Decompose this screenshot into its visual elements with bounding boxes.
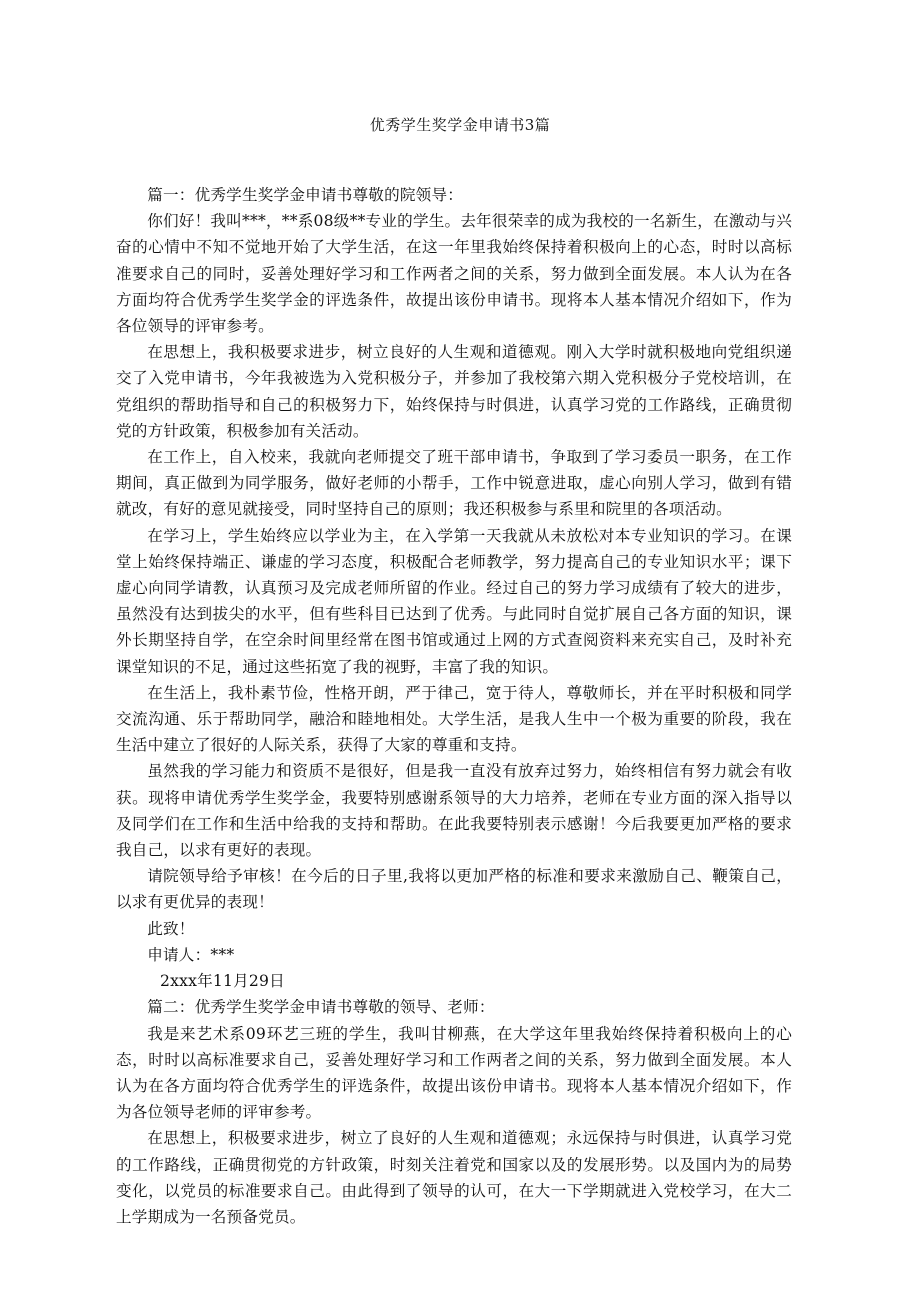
document-title: 优秀学生奖学金申请书3篇 bbox=[369, 116, 551, 134]
application-date: 2xxx年11月29日 bbox=[160, 972, 285, 991]
paragraph-thought-2: 在思想上，积极要求进步，树立了良好的人生观和道德观；永远保持与时俱进，认真学习党的工作路线，正确贯彻党的方针政策，时刻关注着党和国家以及的发展形势。以及国内为的局势变化，以党员的标准要求自己。由此得到了领导的认可，在大一下学期就进入党校学习，在大二上学期成为一名预备党员。 bbox=[116, 1129, 792, 1226]
document-body bbox=[116, 182, 792, 1230]
paragraph-thought: 在思想上，我积极要求进步，树立良好的人生观和道德观。刚入大学时就积极地向党组织递交了入党申请书，今年我被选为入党积极分子，并参加了我校第六期入党积极分子党校培训，在党组织的帮助指导和自己的积极努力下，始终保持与时俱进，认真学习党的工作路线，正确贯彻党的方针政策，积极参加有关活动。 bbox=[116, 343, 792, 440]
paragraph-study: 在学习上，学生始终应以学业为主，在入学第一天我就从未放松对本专业知识的学习。在课堂上始终保持端正、谦虚的学习态度，积极配合老师教学，努力提高自己的专业知识水平；课下虚心向同学请教，认真预习及完成老师所留的作业。经过自己的努力学习成绩有了较大的进步，虽然没有达到拔尖的水平，但有些科目已达到了优秀。与此同时自觉扩展自己各方面的知识，课外长期坚持自学，在空余时间里经常在图书馆或通过上网的方式查阅资料来充实自己，及时补充课堂知识的不足，通过这些拓宽了我的视野，丰富了我的知识。 bbox=[116, 526, 792, 676]
closing-salute: 此致！ bbox=[147, 919, 195, 938]
section-heading-2: 篇二：优秀学生奖学金申请书尊敬的领导、老师： bbox=[147, 998, 495, 1017]
applicant-signature: 申请人：*** bbox=[147, 945, 235, 964]
paragraph-work: 在工作上，自入校来，我就向老师提交了班干部申请书，争取到了学习委员一职务，在工作期间，真正做到为同学服务，做好老师的小帮手，工作中锐意进取，虚心向别人学习，做到有错就改，有好的意见就接受，同时坚持自己的原则；我还积极参与系里和院里的各项活动。 bbox=[116, 448, 792, 519]
paragraph-life: 在生活上，我朴素节俭，性格开朗，严于律己，宽于待人，尊敬师长，并在平时积极和同学交流沟通、乐于帮助同学，融洽和睦地相处。大学生活，是我人生中一个极为重要的阶段，我在生活中建立了很好的人际关系，获得了大家的尊重和支持。 bbox=[116, 683, 792, 755]
paragraph-greeting: 你们好！我叫***，**系08级**专业的学生。去年很荣幸的成为我校的一名新生，在激动与兴奋的心情中不知不觉地开始了大学生活，在这一年里我始终保持着积极向上的心态，时时以高标准要求自己的同时，妥善处理好学习和工作两者之间的关系，努力做到全面发展。本人认为在各方面均符合优秀学生奖学金的评选条件，故提出该份申请书。现将本人基本情况介绍如下，作为各位领导的评审参考。 bbox=[116, 212, 792, 336]
paragraph-intro-2: 我是来艺术系09环艺三班的学生，我叫甘柳燕，在大学这年里我始终保持着积极向上的心态，时时以高标准要求自己，妥善处理好学习和工作两者之间的关系，努力做到全面发展。本人认为在各方面均符合优秀学生的评选条件，故提出该份申请书。现将本人基本情况介绍如下，作为各位领导老师的评审参考。 bbox=[116, 1024, 792, 1122]
paragraph-thanks: 虽然我的学习能力和资质不是很好，但是我一直没有放弃过努力，始终相信有努力就会有收获。现将申请优秀学生奖学金，我要特别感谢系领导的大力培养，老师在专业方面的深入指导以及同学们在工作和生活中给我的支持和帮助。在此我要特别表示感谢！今后我要更加严格的要求我自己，以求有更好的表现。 bbox=[116, 762, 792, 860]
section-heading-1: 篇一：优秀学生奖学金申请书尊敬的院领导： bbox=[147, 186, 464, 204]
paragraph-request: 请院领导给予审核！在今后的日子里,我将以更加严格的标准和要求来激励自己、鞭策自己，以求有更优异的表现！ bbox=[116, 867, 792, 912]
